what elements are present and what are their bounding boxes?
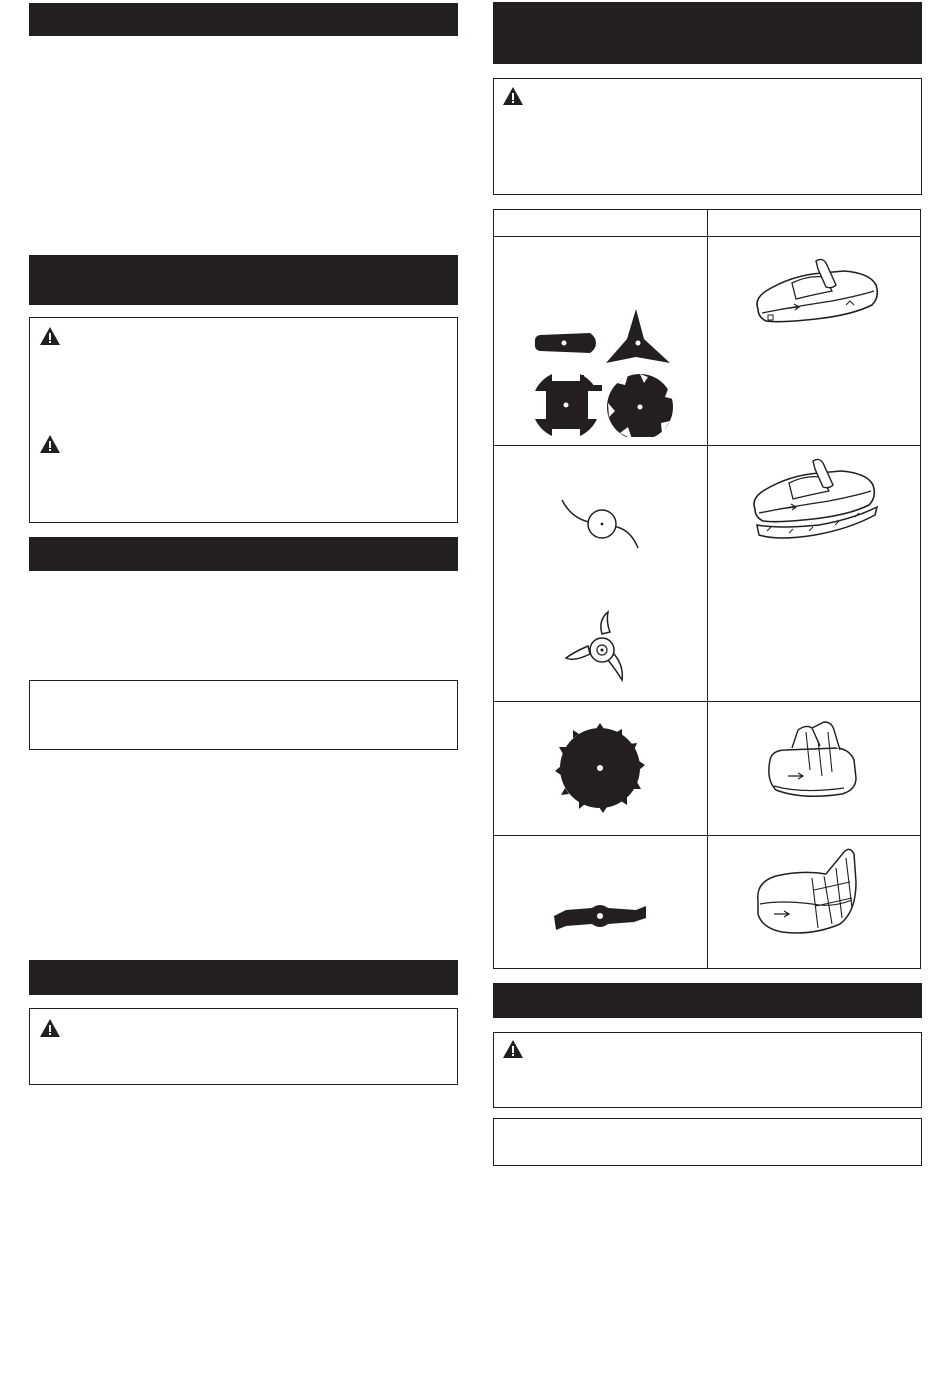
warning-triangle-icon <box>39 434 61 454</box>
section-header-bar <box>29 960 458 995</box>
warning-triangle-icon <box>39 1018 61 1038</box>
tooth-saw-blade-icon <box>555 723 645 813</box>
protector-guard-icon <box>752 255 882 335</box>
section-header-bar <box>29 3 458 36</box>
section-header-bar <box>29 255 458 305</box>
tool-protector-table <box>493 209 921 969</box>
saw-blade-guard-icon <box>762 720 862 802</box>
warning-box <box>493 78 922 195</box>
warning-triangle-icon <box>39 326 61 346</box>
protector-with-extension-icon <box>749 455 884 550</box>
warning-box <box>493 1032 922 1108</box>
warning-box <box>29 317 458 523</box>
note-box <box>493 1118 922 1166</box>
note-box <box>29 680 458 750</box>
table-row-divider <box>494 835 920 836</box>
cutting-blades-icon <box>532 305 682 437</box>
two-tooth-blade-icon <box>552 900 648 934</box>
warning-box <box>29 1008 458 1085</box>
brush-blade-guard-icon <box>752 842 862 937</box>
table-row-divider <box>494 445 920 446</box>
warning-triangle-icon <box>502 86 524 106</box>
plastic-blade-head-icon <box>562 610 642 685</box>
table-header-divider <box>494 236 920 237</box>
nylon-cutting-head-icon <box>554 490 644 560</box>
section-header-bar <box>493 983 922 1018</box>
warning-triangle-icon <box>502 1039 524 1059</box>
section-header-bar <box>29 537 458 571</box>
section-header-bar <box>493 2 922 64</box>
table-row-divider <box>494 701 920 702</box>
table-divider <box>707 210 708 968</box>
